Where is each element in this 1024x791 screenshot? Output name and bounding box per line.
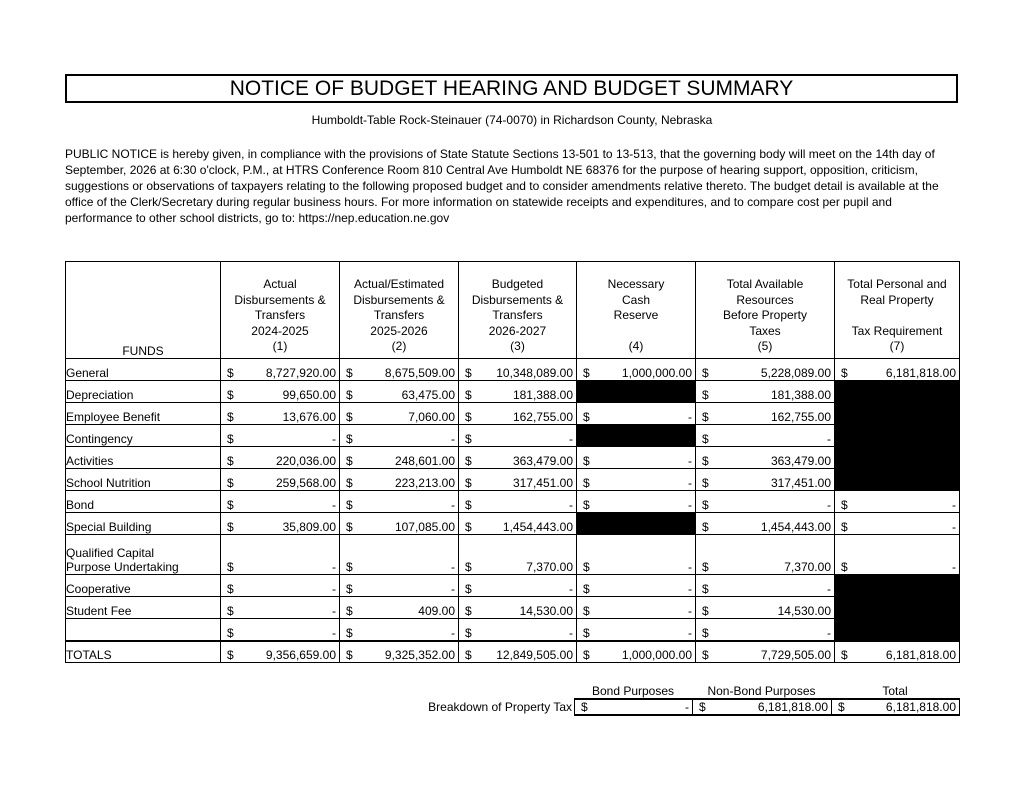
amount-cell	[835, 535, 960, 575]
fund-name	[66, 619, 221, 641]
amount-cell	[340, 535, 459, 575]
amount-value: 162,755.00	[770, 410, 831, 424]
column-header-6	[835, 262, 960, 359]
breakdown-label: Breakdown of Property Tax	[428, 700, 572, 714]
amount-cell	[696, 381, 835, 403]
currency-symbol: $	[583, 560, 590, 574]
amount-value: 220,036.00	[275, 454, 336, 468]
blacked-out-cell	[577, 381, 696, 403]
currency-symbol: $	[702, 432, 709, 446]
amount-value: 14,530.00	[777, 604, 831, 618]
column-header-line: Transfers	[373, 308, 425, 322]
currency-symbol: $	[702, 366, 709, 380]
amount-value: 6,181,818.00	[885, 648, 956, 662]
amount-value: -	[952, 498, 956, 512]
blacked-out-cell	[835, 619, 960, 641]
amount-cell	[577, 641, 696, 663]
fund-name: Cooperative	[66, 575, 221, 597]
column-header-line: Actual/Estimated	[353, 277, 445, 291]
currency-symbol: $	[465, 476, 472, 490]
blacked-out-cell	[835, 575, 960, 597]
amount-value: -	[451, 625, 455, 640]
currency-symbol: $	[346, 476, 353, 490]
currency-symbol: $	[346, 520, 353, 534]
fund-name-line: Qualified Capital	[66, 546, 155, 560]
amount-value: 162,755.00	[512, 410, 573, 424]
currency-symbol: $	[702, 498, 709, 512]
amount-cell	[835, 359, 960, 381]
currency-symbol: $	[583, 476, 590, 490]
column-header-line: Disbursements &	[234, 292, 326, 307]
currency-symbol: $	[465, 388, 472, 402]
amount-cell	[577, 597, 696, 619]
amount-value: -	[569, 432, 573, 446]
currency-symbol: $	[346, 560, 353, 574]
amount-cell	[577, 491, 696, 513]
amount-cell	[696, 491, 835, 513]
amount-value: -	[688, 498, 692, 512]
amount-value: 259,568.00	[275, 476, 336, 490]
column-header-year: 2025-2026	[370, 323, 428, 338]
breakdown-header-total: Total	[882, 684, 908, 698]
amount-cell	[459, 359, 577, 381]
amount-value: 317,451.00	[770, 476, 831, 490]
amount-value: 9,325,352.00	[384, 648, 455, 662]
amount-cell	[459, 513, 577, 535]
table-row	[66, 575, 960, 597]
table-row	[66, 535, 960, 575]
fund-name: Contingency	[66, 425, 221, 447]
amount-cell	[221, 403, 340, 425]
amount-cell	[696, 425, 835, 447]
amount-value: 181,388.00	[770, 388, 831, 402]
column-header-line: Total Available	[726, 277, 804, 291]
column-header-5	[696, 262, 835, 359]
amount-value: 10,348,089.00	[496, 366, 573, 380]
amount-cell	[340, 425, 459, 447]
currency-symbol: $	[346, 366, 353, 380]
amount-cell	[696, 619, 835, 641]
amount-value: 63,475.00	[401, 388, 455, 402]
amount-value: 7,370.00	[784, 560, 831, 574]
currency-symbol: $	[227, 366, 234, 380]
currency-symbol: $	[465, 604, 472, 618]
amount-value: -	[332, 498, 336, 512]
column-header-2	[340, 262, 459, 359]
currency-symbol: $	[465, 498, 472, 512]
breakdown-nonbond: $ 6,181,818.00	[693, 699, 832, 715]
amount-value: -	[569, 582, 573, 596]
table-row	[66, 447, 960, 469]
amount-value: -	[451, 560, 455, 574]
currency-symbol: $	[465, 560, 472, 574]
column-header-year	[577, 324, 695, 340]
currency-symbol: $	[465, 520, 472, 534]
amount-value: -	[952, 560, 956, 574]
fund-name-line: Purpose Undertaking	[66, 560, 179, 574]
currency-symbol: $	[227, 388, 234, 402]
currency-symbol: $	[702, 454, 709, 468]
column-header-number: (7)	[889, 339, 905, 353]
table-row	[66, 641, 960, 663]
fund-name: School Nutrition	[66, 469, 221, 491]
amount-cell	[340, 575, 459, 597]
amount-value: -	[332, 582, 336, 596]
breakdown-total: $ 6,181,818.00	[832, 699, 960, 715]
blacked-out-cell	[577, 425, 696, 447]
amount-cell	[577, 403, 696, 425]
fund-name: General	[66, 359, 221, 381]
blacked-out-cell	[835, 425, 960, 447]
currency-symbol: $	[465, 366, 472, 380]
amount-value: -	[569, 625, 573, 640]
currency-symbol: $	[841, 648, 848, 662]
fund-name: Employee Benefit	[66, 403, 221, 425]
currency-symbol: $	[702, 476, 709, 490]
currency-symbol: $	[702, 625, 709, 640]
currency-symbol: $	[346, 388, 353, 402]
amount-cell	[340, 619, 459, 641]
amount-value: 13,676.00	[282, 410, 336, 424]
currency-symbol: $	[227, 432, 234, 446]
currency-symbol: $	[583, 454, 590, 468]
currency-symbol: $	[702, 388, 709, 402]
amount-cell	[459, 469, 577, 491]
currency-symbol: $	[841, 560, 848, 574]
budget-summary-table	[65, 261, 960, 663]
amount-cell	[340, 597, 459, 619]
breakdown-header-bond: Bond Purposes	[591, 684, 675, 698]
amount-cell	[221, 381, 340, 403]
amount-value: -	[827, 582, 831, 596]
amount-cell	[577, 575, 696, 597]
amount-cell	[696, 575, 835, 597]
amount-value: 1,000,000.00	[621, 648, 692, 662]
table-row	[66, 513, 960, 535]
column-header-line: Resources	[736, 292, 794, 307]
amount-cell	[221, 619, 340, 641]
amount-cell	[221, 513, 340, 535]
amount-value: -	[688, 582, 692, 596]
amount-value: -	[688, 625, 692, 640]
fund-name: TOTALS	[66, 641, 221, 663]
public-notice-paragraph: PUBLIC NOTICE is hereby given, in compliance with the provisions of State Statute Sections 13-501 to 13-513, that the governing body will meet on the 14th day of September, 2026 at 6:30 o'clock, P.M., at HTRS Conference Room 810 Central Ave Humboldt NE 68376 for the purpose of hearing support, opposition, criticism, suggestions or observations of taxpayers relating to the following proposed budget and to consider amendments relative thereto. The budget detail is available at the office of the Clerk/Secretary during regular business hours. For more information on statewide receipts and expenditures, and to compare cost per pupil and performance to other school districts, go to: https://nep.education.ne.gov	[65, 147, 939, 225]
amount-value: -	[569, 498, 573, 512]
amount-value: 6,181,818.00	[885, 366, 956, 380]
amount-value: -	[688, 560, 692, 574]
currency-symbol: $	[227, 625, 234, 640]
amount-value: -	[688, 454, 692, 468]
amount-value: 9,356,659.00	[265, 648, 336, 662]
column-header-number: (2)	[391, 339, 407, 353]
amount-value: 363,479.00	[770, 454, 831, 468]
table-row	[66, 425, 960, 447]
amount-value: 181,388.00	[512, 388, 573, 402]
amount-value: -	[688, 410, 692, 424]
currency-symbol: $	[346, 498, 353, 512]
amount-value: 14,530.00	[519, 604, 573, 618]
blacked-out-cell	[835, 447, 960, 469]
table-row	[66, 403, 960, 425]
amount-value: -	[827, 625, 831, 640]
amount-cell	[340, 513, 459, 535]
currency-symbol: $	[346, 648, 353, 662]
fund-name: Activities	[66, 447, 221, 469]
currency-symbol: $	[227, 560, 234, 574]
currency-symbol: $	[583, 625, 590, 640]
amount-cell	[696, 447, 835, 469]
amount-value: 5,228,089.00	[760, 366, 831, 380]
currency-symbol: $	[583, 410, 590, 424]
currency-symbol: $	[465, 454, 472, 468]
amount-cell	[696, 513, 835, 535]
currency-symbol: $	[702, 560, 709, 574]
currency-symbol: $	[583, 648, 590, 662]
currency-symbol: $	[702, 648, 709, 662]
column-header-line: Disbursements &	[471, 292, 564, 307]
amount-cell	[221, 575, 340, 597]
amount-value: -	[332, 560, 336, 574]
currency-symbol: $	[465, 582, 472, 596]
amount-cell	[221, 535, 340, 575]
currency-symbol: $	[346, 410, 353, 424]
blacked-out-cell	[577, 513, 696, 535]
amount-cell	[577, 535, 696, 575]
amount-value: 107,085.00	[394, 520, 455, 534]
currency-symbol: $	[841, 366, 848, 380]
amount-value: -	[332, 432, 336, 446]
currency-symbol: $	[346, 432, 353, 446]
column-header-line	[835, 308, 959, 324]
amount-value: -	[451, 432, 455, 446]
column-header-line: Disbursements &	[353, 292, 445, 307]
amount-value: -	[688, 604, 692, 618]
amount-value: -	[952, 520, 956, 534]
amount-value: -	[332, 625, 336, 640]
amount-value: 1,000,000.00	[621, 366, 692, 380]
table-row	[66, 381, 960, 403]
amount-cell	[835, 491, 960, 513]
blacked-out-cell	[835, 597, 960, 619]
amount-cell	[696, 535, 835, 575]
currency-symbol: $	[465, 432, 472, 446]
amount-value: -	[688, 476, 692, 490]
currency-symbol: $	[702, 582, 709, 596]
amount-cell	[340, 491, 459, 513]
amount-cell	[221, 359, 340, 381]
column-header-line: Budgeted	[491, 277, 544, 291]
column-header-line: Total Personal and	[847, 277, 947, 291]
amount-cell	[221, 425, 340, 447]
breakdown-bond: $ -	[575, 699, 693, 715]
currency-symbol: $	[702, 520, 709, 534]
amount-cell	[459, 575, 577, 597]
table-body	[66, 359, 960, 663]
amount-cell	[459, 491, 577, 513]
amount-cell	[577, 469, 696, 491]
amount-cell	[577, 359, 696, 381]
amount-cell	[696, 403, 835, 425]
fund-name: Depreciation	[66, 381, 221, 403]
currency-symbol: $	[227, 520, 234, 534]
district-subtitle: Humboldt-Table Rock-Steinauer (74-0070) in Richardson County, Nebraska	[311, 113, 713, 127]
amount-cell	[696, 359, 835, 381]
amount-value: -	[451, 582, 455, 596]
amount-value: 7,060.00	[408, 410, 455, 424]
currency-symbol: $	[346, 582, 353, 596]
amount-cell	[696, 641, 835, 663]
amount-cell	[459, 597, 577, 619]
currency-symbol: $	[465, 625, 472, 640]
amount-value: 7,729,505.00	[760, 648, 831, 662]
currency-symbol: $	[227, 410, 234, 424]
currency-symbol: $	[583, 582, 590, 596]
amount-cell	[459, 403, 577, 425]
column-header-year: Taxes	[749, 323, 781, 338]
amount-cell	[459, 381, 577, 403]
amount-cell	[340, 359, 459, 381]
amount-value: 12,849,505.00	[496, 648, 573, 662]
amount-value: 99,650.00	[282, 388, 336, 402]
amount-cell	[696, 469, 835, 491]
column-header-line: Real Property	[860, 292, 934, 307]
amount-cell	[459, 447, 577, 469]
amount-cell	[696, 597, 835, 619]
currency-symbol: $	[702, 604, 709, 618]
funds-header: FUNDS	[66, 262, 221, 359]
currency-symbol: $	[346, 454, 353, 468]
column-header-number: (5)	[757, 339, 773, 353]
amount-value: 1,454,443.00	[502, 520, 573, 534]
currency-symbol: $	[583, 498, 590, 512]
amount-cell	[459, 641, 577, 663]
amount-cell	[459, 425, 577, 447]
table-header-row	[66, 262, 960, 359]
column-header-line: Before Property	[722, 308, 808, 322]
column-header-year: 2024-2025	[251, 323, 309, 338]
amount-cell	[221, 641, 340, 663]
amount-value: -	[332, 604, 336, 618]
column-header-line: Actual	[263, 277, 297, 291]
currency-symbol: $	[465, 648, 472, 662]
amount-cell	[221, 469, 340, 491]
fund-name: Special Building	[66, 513, 221, 535]
amount-cell	[340, 403, 459, 425]
blacked-out-cell	[835, 469, 960, 491]
currency-symbol: $	[841, 520, 848, 534]
amount-cell	[340, 447, 459, 469]
amount-value: 1,454,443.00	[760, 520, 831, 534]
amount-cell	[577, 447, 696, 469]
table-row	[66, 469, 960, 491]
column-header-year: Tax Requirement	[851, 323, 943, 338]
amount-value: 223,213.00	[394, 476, 455, 490]
column-header-line: Transfers	[254, 308, 306, 322]
fund-name: Bond	[66, 491, 221, 513]
amount-cell	[340, 469, 459, 491]
amount-value: 248,601.00	[394, 454, 455, 468]
currency-symbol: $	[346, 625, 353, 640]
amount-value: 409.00	[418, 604, 455, 618]
currency-symbol: $	[227, 454, 234, 468]
table-row	[66, 491, 960, 513]
amount-cell	[835, 513, 960, 535]
amount-value: 35,809.00	[282, 520, 336, 534]
table-row	[66, 359, 960, 381]
amount-value: -	[827, 498, 831, 512]
currency-symbol: $	[465, 410, 472, 424]
breakdown-header-nonbond: Non-Bond Purposes	[707, 684, 816, 698]
currency-symbol: $	[583, 366, 590, 380]
amount-value: 317,451.00	[512, 476, 573, 490]
fund-name: Student Fee	[66, 597, 221, 619]
column-header-3	[459, 262, 577, 359]
column-header-number: (3)	[510, 339, 525, 353]
amount-value: 7,370.00	[526, 560, 573, 574]
amount-cell	[577, 619, 696, 641]
column-header-year: 2026-2027	[488, 323, 547, 338]
column-header-number: (1)	[272, 339, 288, 353]
amount-cell	[221, 597, 340, 619]
amount-value: 8,727,920.00	[265, 366, 336, 380]
amount-value: 363,479.00	[512, 454, 573, 468]
currency-symbol: $	[227, 476, 234, 490]
amount-cell	[340, 641, 459, 663]
blacked-out-cell	[835, 403, 960, 425]
amount-cell	[221, 447, 340, 469]
fund-name	[66, 535, 221, 575]
amount-cell	[835, 641, 960, 663]
column-header-line: Reserve	[613, 308, 659, 322]
column-header-line: Cash	[621, 292, 650, 307]
page-title: NOTICE OF BUDGET HEARING AND BUDGET SUMMARY	[65, 74, 958, 103]
currency-symbol: $	[227, 498, 234, 512]
currency-symbol: $	[346, 604, 353, 618]
currency-symbol: $	[227, 604, 234, 618]
currency-symbol: $	[583, 604, 590, 618]
amount-cell	[221, 491, 340, 513]
breakdown-table	[574, 698, 960, 716]
amount-value: -	[827, 432, 831, 446]
table-row	[66, 597, 960, 619]
currency-symbol: $	[227, 648, 234, 662]
breakdown-row	[575, 699, 960, 715]
amount-value: 8,675,509.00	[384, 366, 455, 380]
column-header-1	[221, 262, 340, 359]
currency-symbol: $	[841, 498, 848, 512]
table-row	[66, 619, 960, 641]
amount-cell	[340, 381, 459, 403]
amount-cell	[459, 619, 577, 641]
blacked-out-cell	[835, 381, 960, 403]
amount-cell	[459, 535, 577, 575]
column-header-number: (4)	[628, 339, 644, 353]
column-header-line: Transfers	[492, 308, 543, 322]
column-header-line: Necessary	[607, 277, 665, 291]
amount-value: -	[451, 498, 455, 512]
currency-symbol: $	[227, 582, 234, 596]
column-header-4	[577, 262, 696, 359]
currency-symbol: $	[702, 410, 709, 424]
